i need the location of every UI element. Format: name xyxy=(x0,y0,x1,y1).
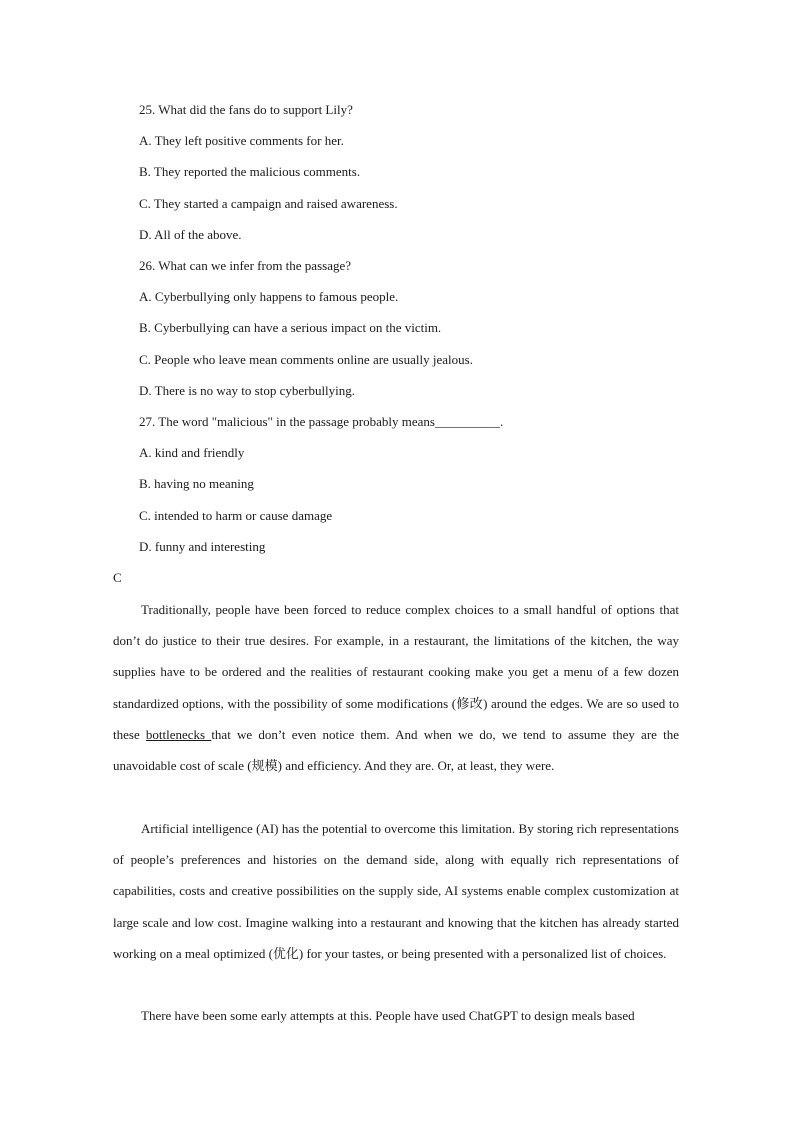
passage-paragraph-3: There have been some early attempts at this. People have used ChatGPT to design meals based xyxy=(141,1008,635,1023)
passage-paragraph-2: Artificial intelligence (AI) has the potential to overcome this limitation. By storing rich representations of people’s preferences and histories on the demand side, along with equally rich representations of capabilities, costs and creative possibilities on the supply side, AI systems enable complex customization at large scale and low cost. Imagine walking into a restaurant and knowing that the kitchen has already started working on a meal optimized (优化) for your tastes, or being presented with a personalized list of choices. xyxy=(113,821,679,961)
question-26-option-c: C. People who leave mean comments online are usually jealous. xyxy=(139,352,473,367)
question-26-option-d: D. There is no way to stop cyberbullying. xyxy=(139,383,356,398)
question-27-option-d: D. funny and interesting xyxy=(139,539,266,554)
question-25-option-d: D. All of the above. xyxy=(139,227,242,242)
passage-p1-text-before: Traditionally, people have been forced to reduce complex choices to a small handful of options that don’t do justice to their true desires. For example, in a restaurant, the limitations of the kitchen, the way supplies have to be ordered and the realities of restaurant cooking make you get a menu of a few dozen standardized options, with the possibility of some modifications (修改) around the edges. We are so used to these xyxy=(113,602,679,742)
question-26-stem: 26. What can we infer from the passage? xyxy=(139,258,352,273)
question-25-option-c: C. They started a campaign and raised awareness. xyxy=(139,196,398,211)
question-27-option-c: C. intended to harm or cause damage xyxy=(139,508,333,523)
question-27-option-a: A. kind and friendly xyxy=(139,445,245,460)
question-25-stem: 25. What did the fans do to support Lily? xyxy=(139,102,353,117)
section-label: C xyxy=(113,570,122,585)
underlined-word-bottlenecks: bottlenecks xyxy=(145,726,212,742)
passage-p1-text-after: that we don’t even notice them. And when we do, we tend to assume they are the unavoidable cost of scale (规模) and efficiency. And they are. Or, at least, they were. xyxy=(113,726,679,774)
question-26-option-a: A. Cyberbullying only happens to famous people. xyxy=(139,289,399,304)
question-27-option-b: B. having no meaning xyxy=(139,476,254,491)
question-26-option-b: B. Cyberbullying can have a serious impact on the victim. xyxy=(139,320,442,335)
question-27-stem: 27. The word "malicious" in the passage probably means__________. xyxy=(139,414,504,429)
question-25-option-b: B. They reported the malicious comments. xyxy=(139,164,361,179)
passage-paragraph-1 xyxy=(113,594,679,781)
question-25-option-a: A. They left positive comments for her. xyxy=(139,133,344,148)
